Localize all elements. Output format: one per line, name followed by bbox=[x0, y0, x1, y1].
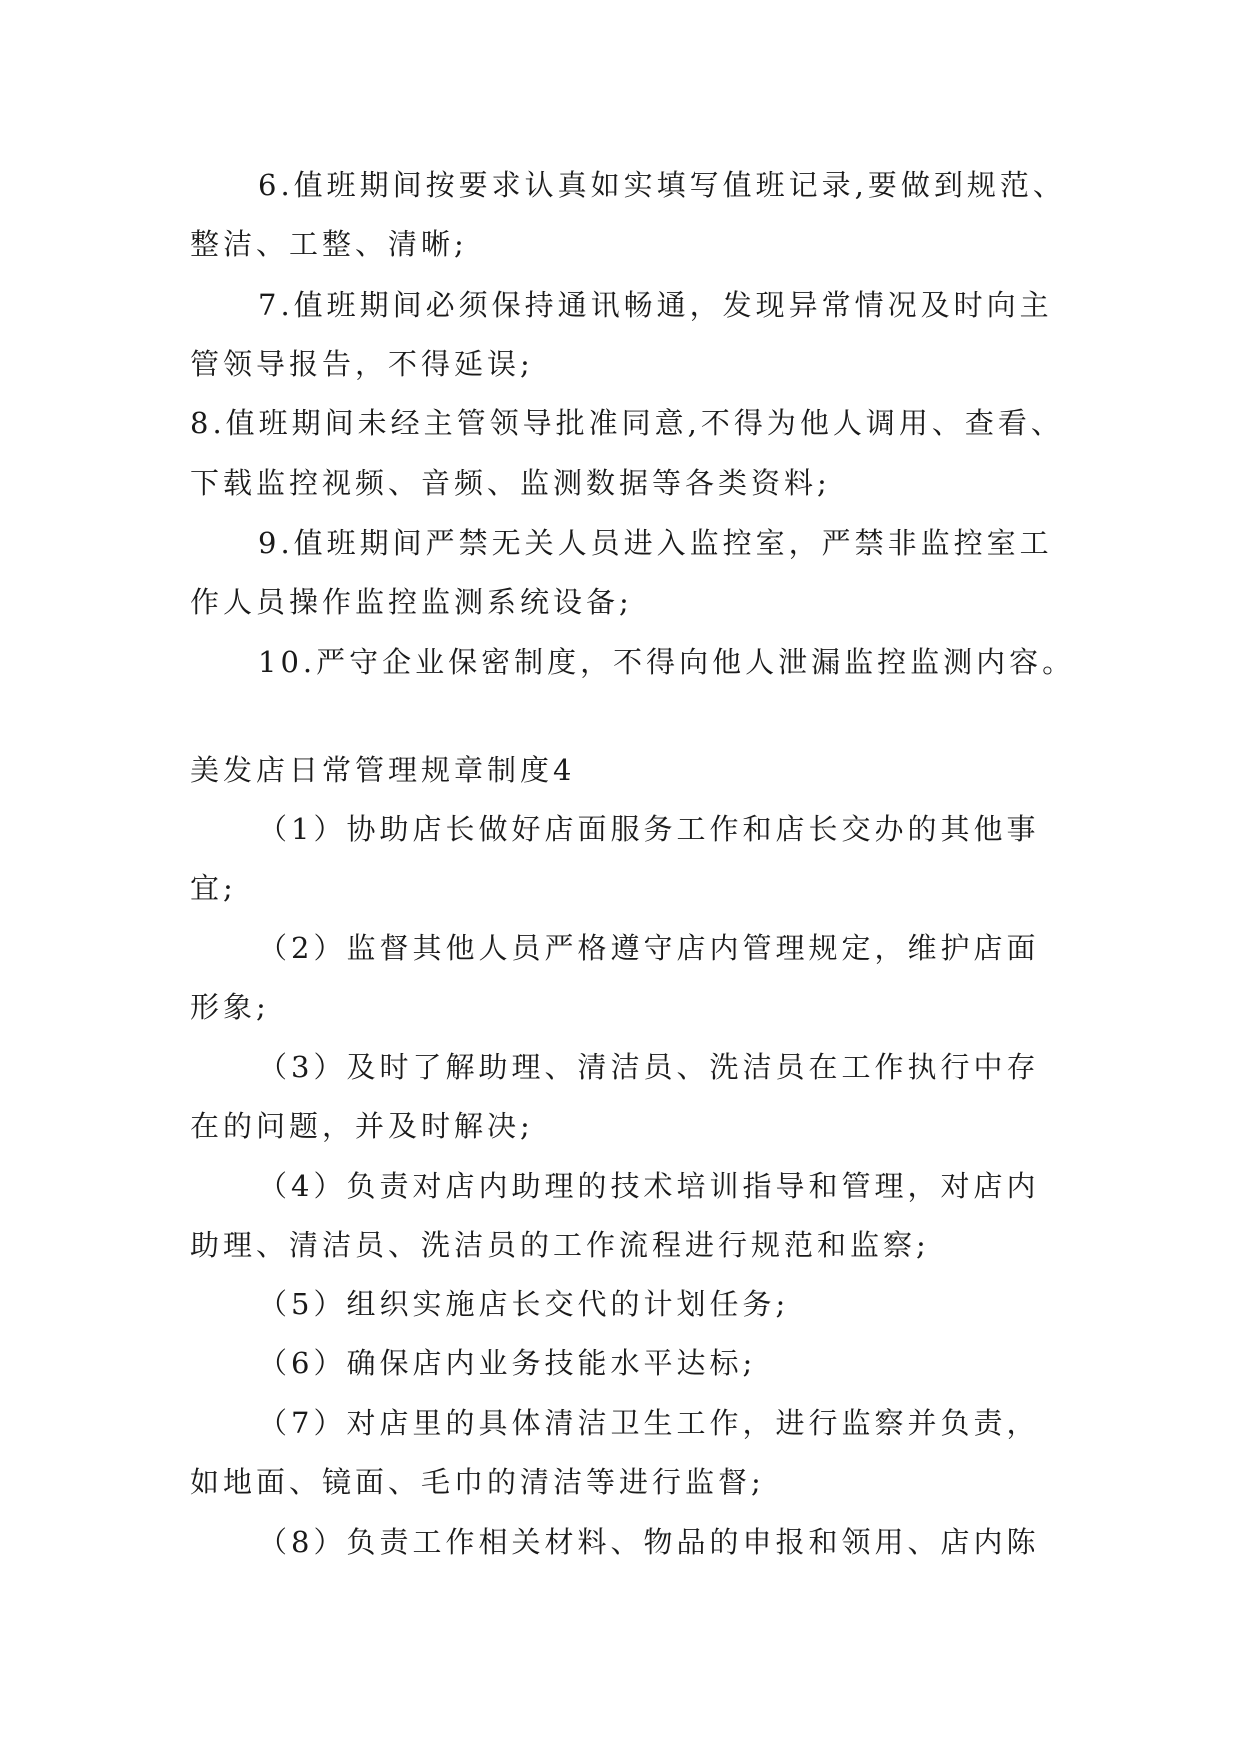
text-line: （2）监督其他人员严格遵守店内管理规定，维护店面 bbox=[258, 931, 1040, 965]
text-line: （8）负责工作相关材料、物品的申报和领用、店内陈 bbox=[258, 1525, 1040, 1559]
text-line: （5）组织实施店长交代的计划任务; bbox=[258, 1287, 790, 1321]
text-line: 9.值班期间严禁无关人员进入监控室，严禁非监控室工 bbox=[258, 526, 1053, 560]
text-line: 10.严守企业保密制度，不得向他人泄漏监控监测内容。 bbox=[258, 645, 1076, 679]
text-line: 在的问题，并及时解决; bbox=[190, 1109, 534, 1143]
text-line: 形象; bbox=[190, 990, 270, 1024]
text-line: （4）负责对店内助理的技术培训指导和管理，对店内 bbox=[258, 1169, 1040, 1203]
text-line: 助理、清洁员、洗洁员的工作流程进行规范和监察; bbox=[190, 1228, 930, 1262]
text-line: 宜; bbox=[190, 871, 237, 905]
text-line: 下载监控视频、音频、监测数据等各类资料; bbox=[190, 466, 831, 500]
text-line: （6）确保店内业务技能水平达标; bbox=[258, 1346, 757, 1380]
text-line: 8.值班期间未经主管领导批准同意,不得为他人调用、查看、 bbox=[190, 406, 1064, 440]
section-heading: 美发店日常管理规章制度4 bbox=[190, 753, 576, 787]
text-line: 6.值班期间按要求认真如实填写值班记录,要做到规范、 bbox=[258, 168, 1066, 202]
text-line: 作人员操作监控监测系统设备; bbox=[190, 585, 633, 619]
text-line: （7）对店里的具体清洁卫生工作，进行监察并负责， bbox=[258, 1406, 1040, 1440]
text-line: （1）协助店长做好店面服务工作和店长交办的其他事 bbox=[258, 812, 1040, 846]
text-line: 如地面、镜面、毛巾的清洁等进行监督; bbox=[190, 1465, 765, 1499]
text-line: 7.值班期间必须保持通讯畅通，发现异常情况及时向主 bbox=[258, 288, 1053, 322]
text-line: 管领导报告，不得延误; bbox=[190, 347, 534, 381]
text-line: （3）及时了解助理、清洁员、洗洁员在工作执行中存 bbox=[258, 1050, 1040, 1084]
text-line: 整洁、工整、清晰; bbox=[190, 227, 468, 261]
